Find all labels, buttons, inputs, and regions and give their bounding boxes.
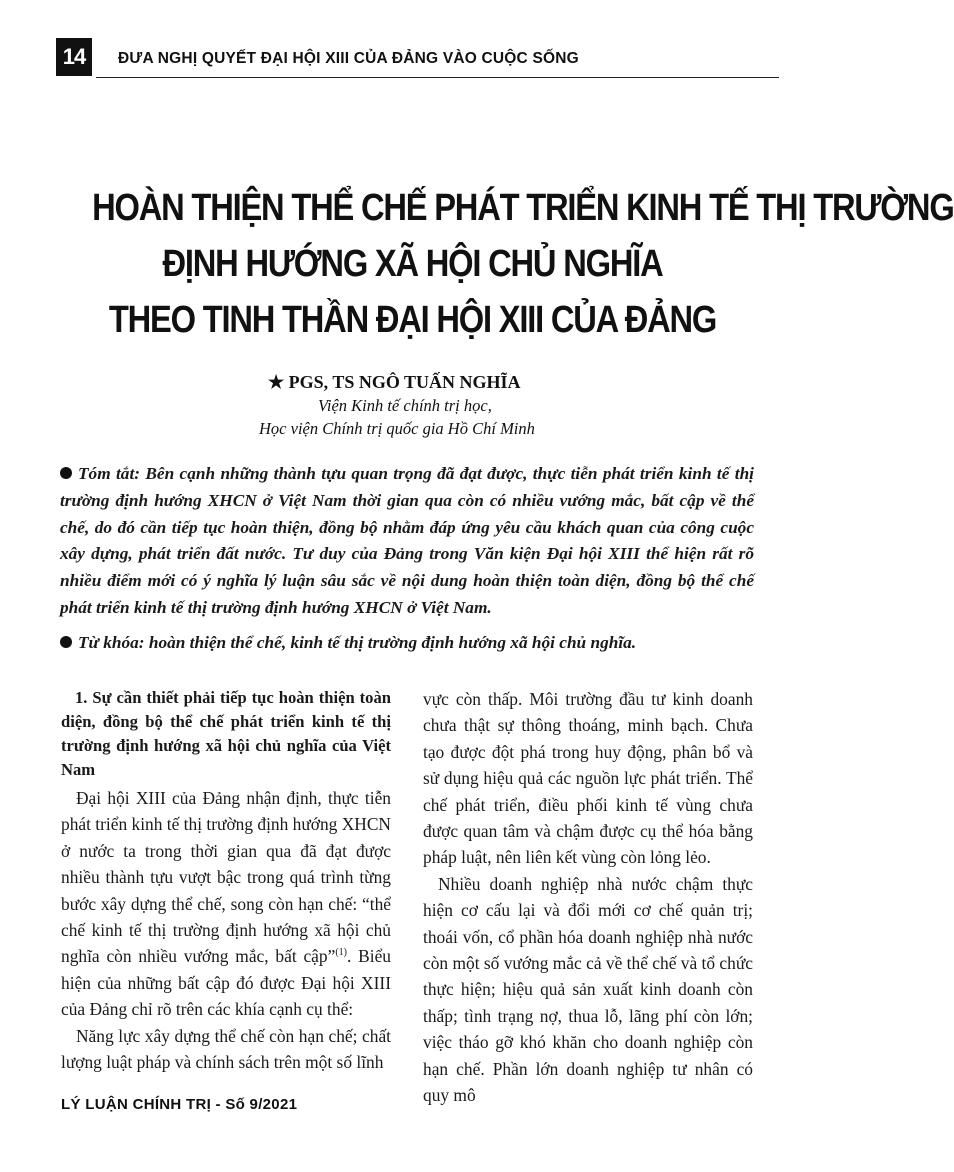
title-line-1: HOÀN THIỆN THỂ CHẾ PHÁT TRIỂN KINH TẾ THỊ TRƯỜNG [92,187,954,229]
abstract-paragraph [60,461,754,622]
body-text: . Biểu hiện của những bất cập đó được Đại hội XIII của Đảng chỉ rõ trên các khía cạnh cụ thể: [61,946,391,1020]
journal-footer: LÝ LUẬN CHÍNH TRỊ - Số 9/2021 [61,1096,298,1113]
body-paragraph: Nhiều doanh nghiệp nhà nước chậm thực hiện cơ cấu lại và đổi mới cơ chế quản trị; thoái vốn, cổ phần hóa doanh nghiệp nhà nước còn một số vướng mắc cả về thể chế và tổ chức thực hiện; hiệu quả sản xuất kinh doanh còn thấp; tình trạng nợ, thua lỗ, lãng phí còn lớn; việc tháo gỡ khó khăn cho doanh nghiệp còn hạn chế. Phần lớn doanh nghiệp tư nhân có quy mô [423,873,753,1106]
body-paragraph: Năng lực xây dựng thể chế còn hạn chế; chất lượng luật pháp và chính sách trên một số lĩnh [61,1025,391,1073]
section-heading: 1. Sự cần thiết phải tiếp tục hoàn thiện toàn diện, đồng bộ thể chế phát triển kinh tế thị trường định hướng xã hội chủ nghĩa của Việt Nam [61,688,391,779]
keywords-paragraph [60,630,754,657]
affiliation-academy: Học viện Chính trị quốc gia Hồ Chí Minh [259,419,535,438]
title-line-2: ĐỊNH HƯỚNG XÃ HỘI CHỦ NGHĨA [162,243,663,285]
author-name: ★ PGS, TS NGÔ TUẤN NGHĨA [268,372,521,392]
body-text: Đại hội XIII của Đảng nhận định, thực tiễn phát triển kinh tế thị trường định hướng XHCN ở nước ta trong thời gian qua đã đạt được nhiều thành tựu vượt bậc trong quá trình từng bước xây dựng thể chế, song còn hạn chế: “thể chế kinh tế thị trường định hướng xã hội chủ nghĩa còn nhiều vướng mắc, bất cập” [61,788,391,967]
abstract-text: Tóm tắt: Bên cạnh những thành tựu quan trọng đã đạt được, thực tiễn phát triển kinh tế thị trường định hướng XHCN ở Việt Nam thời gian qua còn có nhiều vướng mắc, bất cập về thể chế, do đó cần tiếp tục hoàn thiện, đồng bộ nhằm đáp ứng yêu cầu khách quan của công cuộc xây dựng, phát triển đất nước. Tư duy của Đảng trong Văn kiện Đại hội XIII thể hiện rất rõ nhiều điểm mới có ý nghĩa lý luận sâu sắc về nội dung hoàn thiện toàn diện, đồng bộ thể chế phát triển kinh tế thị trường định hướng XHCN ở Việt Nam. [60,464,754,617]
title-line-3: THEO TINH THẦN ĐẠI HỘI XIII CỦA ĐẢNG [108,299,717,341]
header-rule [96,77,779,78]
page-number: 14 [56,38,92,76]
bullet-icon [60,636,72,648]
article-title [92,180,954,348]
affiliation-institute: Viện Kinh tế chính trị học, [318,396,492,415]
body-column-left [61,686,391,1075]
body-paragraph [61,785,391,1023]
keywords-text: Từ khóa: hoàn thiện thể chế, kinh tế thị trường định hướng xã hội chủ nghĩa. [78,632,637,652]
body-column-right [423,686,753,1109]
body-paragraph: vực còn thấp. Môi trường đầu tư kinh doanh chưa thật sự thông thoáng, minh bạch. Chưa tạo được đột phá trong huy động, phân bổ và sử dụng hiệu quả các nguồn lực phát triển. Thể chế phát triển, điều phối kinh tế vùng chưa được quan tâm và chậm được cụ thể hóa bằng pháp luật, nên liên kết vùng còn lỏng lẻo. [423,689,753,868]
bullet-icon [60,467,72,479]
running-head: ĐƯA NGHỊ QUYẾT ĐẠI HỘI XIII CỦA ĐẢNG VÀO CUỘC SỐNG [118,50,579,67]
footnote-reference[interactable]: (1) [335,947,347,959]
abstract-block [60,461,754,657]
